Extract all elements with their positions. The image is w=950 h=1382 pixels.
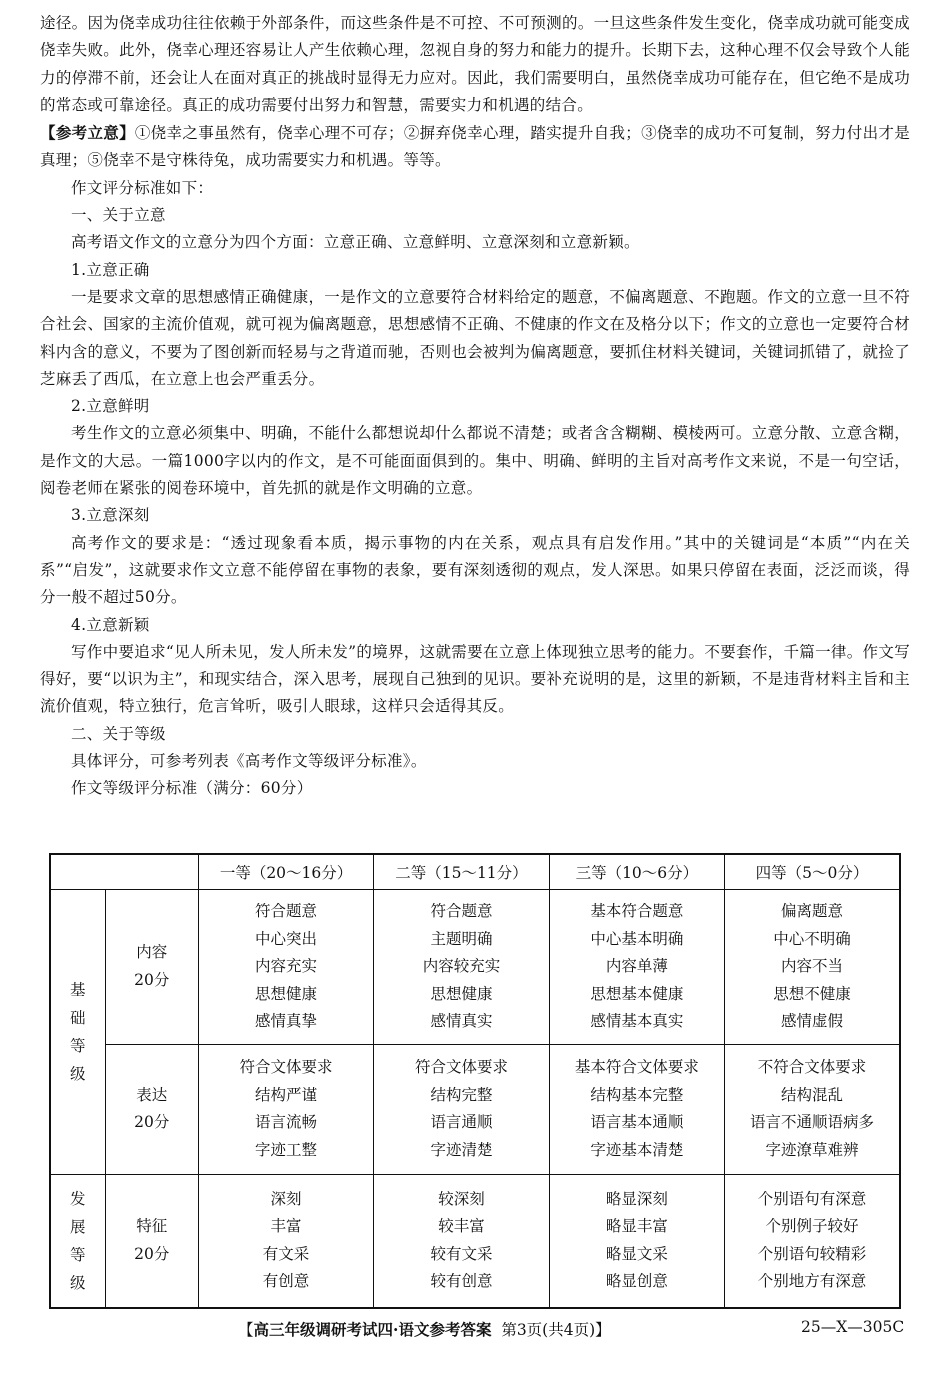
table-cell-line: 中心突出 [255, 929, 318, 948]
table-cell-line: 字迹潦草难辨 [765, 1140, 859, 1159]
row-label-cell [105, 1044, 198, 1174]
paragraph [40, 393, 910, 420]
table-cell-line: 丰富 [270, 1217, 302, 1236]
table-cell-line: 语言不通顺语病多 [750, 1113, 875, 1131]
paragraph-text: 考生作文的立意必须集中、明确，不能什么都想说却什么都说不清楚；或者含含糊糊、模棱两可。立意分散、立意含糊，是作文的大忌。一篇1000字以内的作文，是不可能面面俱到的。集中、明确、鲜明的主旨对高考作文来说，不是一句空话，阅卷老师在紧张的阅卷环境中，首先抓的就是作文明确的立意。 [40, 424, 910, 498]
paragraph [40, 721, 910, 748]
table-cell-line: 符合文体要求 [239, 1058, 333, 1076]
criteria-cell [374, 890, 549, 1045]
table-cell-line: 结构严谨 [255, 1085, 318, 1104]
table-cell-line: 字迹清楚 [430, 1140, 493, 1159]
table-cell-line: 思想不健康 [773, 984, 851, 1003]
table-cell-line: 较有创意 [430, 1272, 493, 1291]
table-cell-line: 内容较充实 [422, 957, 501, 975]
table-cell-line: 内容充实 [255, 957, 318, 975]
table-row [50, 1174, 900, 1308]
group-basic-label: 基 础 等 级 [50, 890, 105, 1175]
table-corner-cell [50, 854, 198, 890]
table-cell-line: 感情虚假 [781, 1012, 844, 1030]
paragraph-text: 途径。因为侥幸成功往往依赖于外部条件，而这些条件是不可控、不可预测的。一旦这些条件发生变化，侥幸成功就可能变成侥幸失败。此外，侥幸心理还容易让人产生依赖心理，忽视自身的努力和能力的提升。长期下去，这种心理不仅会导致个人能力的停滞不前，还会让人在面对真正的挑战时显得无力应对。因此，我们需要明白，虽然侥幸成功可能存在，但它绝不是成功的常态或可靠途径。真正的成功需要付出努力和智慧，需要实力和机遇的结合。 [40, 14, 910, 114]
table-cell-line: 内容 [136, 943, 168, 962]
table-cell-line: 中心基本明确 [590, 929, 684, 948]
paragraph [40, 257, 910, 284]
reference-theme-label: 【参考立意】 [40, 123, 135, 143]
criteria-cell [549, 1174, 724, 1308]
paragraph-text: 二、关于等级 [71, 724, 166, 743]
table-cell-line: 思想健康 [255, 984, 318, 1003]
table-cell-line: 结构基本完整 [590, 1085, 684, 1104]
table-cell-line: 语言通顺 [430, 1113, 493, 1131]
table-cell-line: 结构混乱 [781, 1085, 844, 1104]
paragraph [40, 420, 910, 502]
paragraph [40, 639, 910, 721]
paragraph-text: 一、关于立意 [71, 206, 166, 225]
table-cell-line: 思想健康 [430, 984, 493, 1003]
table-cell-line: 中心不明确 [773, 929, 851, 948]
footer-exam-code: 25—X—305C [801, 1318, 905, 1336]
table-cell-line: 感情真挚 [255, 1012, 318, 1030]
paragraph-text: 2.立意鲜明 [71, 397, 150, 416]
paragraph [40, 119, 910, 175]
table-cell-line: 20分 [134, 1113, 170, 1131]
paragraph-text: 作文评分标准如下： [71, 178, 214, 197]
paragraph [40, 502, 910, 529]
table-cell-line: 较有文采 [430, 1244, 493, 1263]
table-cell-line: 感情真实 [430, 1012, 493, 1030]
paragraph-text: ①侥幸之事虽然有，侥幸心理不可存；②摒弃侥幸心理，踏实提升自我；③侥幸的成功不可复制，努力付出才是真理；⑤侥幸不是守株待兔，成功需要实力和机遇。等等。 [40, 124, 911, 170]
paragraph-text: 高考语文作文的立意分为四个方面：立意正确、立意鲜明、立意深刻和立意新颖。 [71, 233, 640, 252]
table-cell-line: 符合题意 [255, 902, 318, 920]
table-cell-line: 20分 [134, 1244, 170, 1263]
paragraph-text: 4.立意新颖 [71, 615, 150, 634]
table-cell-line: 略显深刻 [605, 1189, 668, 1208]
table-cell-line: 主题明确 [430, 929, 493, 948]
paragraph-text: 1.立意正确 [71, 260, 150, 279]
criteria-cell [374, 1174, 549, 1308]
table-cell-line: 符合题意 [430, 902, 493, 920]
table-cell-line: 20分 [134, 970, 170, 989]
criteria-cell [725, 1044, 900, 1174]
table-header-row [50, 854, 900, 890]
criteria-cell [374, 1044, 549, 1174]
criteria-cell [198, 1044, 373, 1174]
criteria-cell [198, 1174, 373, 1308]
footer-title: 【高三年级调研考试四·语文参考答案 第3页(共4页)】 [238, 1320, 611, 1339]
table-cell-line: 较深刻 [438, 1189, 485, 1208]
table-cell-line: 个别语句有深意 [757, 1189, 867, 1208]
criteria-cell [549, 890, 724, 1045]
table-cell-line: 略显文采 [605, 1244, 668, 1263]
table-cell-line: 字迹基本清楚 [590, 1140, 684, 1159]
grade-header-cell: 三等（10～6分） [549, 854, 724, 890]
table-cell-line: 深刻 [270, 1189, 302, 1208]
grade-header-cell: 一等（20～16分） [198, 854, 373, 890]
table-cell-line: 略显创意 [605, 1272, 668, 1291]
paragraph [40, 175, 910, 202]
paragraph [40, 748, 910, 775]
paragraph [40, 530, 910, 612]
essay-grading-table [49, 853, 901, 1309]
table-cell-line: 内容不当 [781, 957, 844, 975]
paragraph-text: 高考作文的要求是：“透过现象看本质，揭示事物的内在关系，观点具有启发作用。”其中的关键词是“本质”“内在关系”“启发”，这就要求作文立意不能停留在事物的表象，要有深刻透彻的观点，发人深思。如果只停留在表面，泛泛而谈，得分一般不超过50分。 [40, 533, 910, 607]
table-cell-line: 不符合文体要求 [757, 1058, 867, 1076]
row-label-cell [105, 890, 198, 1045]
table-cell-line: 个别语句较精彩 [757, 1244, 867, 1263]
page-footer [0, 1318, 950, 1342]
paragraph-text: 写作中要追求“见人所未见，发人所未发”的境界，这就需要在立意上体现独立思考的能力。不要套作，千篇一律。作文写得好，要“以识为主”，和现实结合，深入思考，展现自己独到的见识。要补充说明的是，这里的新颖，不是违背材料主旨和主流价值观，特立独行，危言耸听，吸引人眼球，这样只会适得其反。 [40, 642, 910, 716]
footer-page-number: 第3页(共4页) [501, 1321, 596, 1339]
grade-header-cell: 四等（5～0分） [725, 854, 900, 890]
group-develop-label: 发 展 等 级 [50, 1174, 105, 1308]
table-cell-line: 语言流畅 [255, 1113, 318, 1131]
table-cell-line: 语言基本通顺 [590, 1113, 684, 1131]
table-cell-line: 表达 [136, 1085, 168, 1104]
criteria-cell [549, 1044, 724, 1174]
criteria-cell [725, 890, 900, 1045]
table-cell-line: 符合文体要求 [414, 1058, 508, 1076]
criteria-cell [198, 890, 373, 1045]
table-cell-line: 较丰富 [438, 1217, 485, 1236]
paragraph [40, 202, 910, 229]
table-cell-line: 个别地方有深意 [757, 1272, 867, 1291]
paragraph [40, 775, 910, 802]
table-cell-line: 结构完整 [430, 1085, 493, 1104]
table-cell-line: 思想基本健康 [590, 984, 684, 1003]
table-cell-line: 有文采 [262, 1244, 310, 1263]
table-cell-line: 偏离题意 [781, 902, 844, 920]
criteria-cell [725, 1174, 900, 1308]
paragraph [40, 229, 910, 256]
answer-body-text [40, 10, 910, 803]
paragraph-text: 3.立意深刻 [71, 506, 150, 525]
table-cell-line: 基本符合题意 [590, 902, 684, 920]
table-cell-line: 基本符合文体要求 [574, 1058, 699, 1076]
table-cell-line: 感情基本真实 [590, 1012, 684, 1030]
paragraph [40, 612, 910, 639]
row-label-cell [105, 1174, 198, 1308]
table-cell-line: 特征 [136, 1217, 168, 1236]
table-cell-line: 个别例子较好 [765, 1217, 859, 1236]
paragraph-text: 作文等级评分标准（满分：60分） [71, 779, 313, 798]
table-cell-line: 略显丰富 [605, 1217, 668, 1236]
table-row [50, 890, 900, 1045]
paragraph [40, 284, 910, 393]
paragraph [40, 10, 910, 119]
table-row [50, 1044, 900, 1174]
table-cell-line: 有创意 [262, 1272, 310, 1291]
grade-header-cell: 二等（15～11分） [374, 854, 549, 890]
paragraph-text: 具体评分，可参考列表《高考作文等级评分标准》。 [71, 752, 427, 771]
paragraph-text: 一是要求文章的思想感情正确健康，一是作文的立意要符合材料给定的题意，不偏离题意、不跑题。作文的立意一旦不符合社会、国家的主流价值观，就可视为偏离题意，思想感情不正确、不健康的作文在及格分以下；作文的立意也一定要符合材料内含的意义，不要为了图创新而轻易与之背道而驰，否则也会被判为偏离题意，要抓住材料关键词，关键词抓错了，就捡了芝麻丢了西瓜，在立意上也会严重丢分。 [40, 287, 910, 388]
table-cell-line: 字迹工整 [255, 1140, 318, 1159]
table-cell-line: 内容单薄 [605, 957, 668, 975]
